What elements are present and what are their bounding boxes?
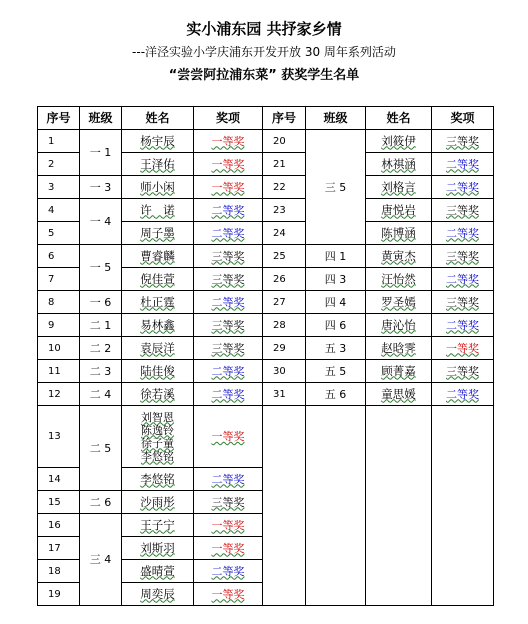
row-number: 9	[38, 314, 80, 337]
row-number: 13	[38, 406, 80, 468]
row-number: 12	[38, 383, 80, 406]
row-number: 30	[263, 360, 306, 383]
class-cell: 五 5	[306, 360, 366, 383]
student-name: 陆佳俊	[122, 360, 194, 383]
row-number: 15	[38, 491, 80, 514]
header-prize: 奖项	[194, 107, 263, 130]
table-row	[38, 383, 494, 406]
row-number: 29	[263, 337, 306, 360]
prize: 一等奖	[432, 337, 494, 360]
prize: 三等奖	[432, 291, 494, 314]
class-cell: 五 6	[306, 383, 366, 406]
empty-cell	[306, 406, 366, 606]
student-name: 刘智恩 陈逸铃 徐子童 李悠铭	[122, 406, 194, 468]
class-cell: 二 6	[80, 491, 122, 514]
row-number: 4	[38, 199, 80, 222]
prize: 二等奖	[432, 383, 494, 406]
award-table	[37, 106, 494, 606]
prize: 三等奖	[432, 199, 494, 222]
prize: 三等奖	[432, 245, 494, 268]
student-name: 盛晴萱	[122, 560, 194, 583]
student-name: 赵晗霁	[366, 337, 432, 360]
class-cell: 二 1	[80, 314, 122, 337]
student-name: 王泽佑	[122, 153, 194, 176]
prize: 三等奖	[432, 130, 494, 153]
prize: 三等奖	[194, 491, 263, 514]
row-number: 7	[38, 268, 80, 291]
prize: 二等奖	[194, 291, 263, 314]
empty-cell	[366, 406, 432, 606]
prize: 二等奖	[194, 360, 263, 383]
student-name: 罗圣嫣	[366, 291, 432, 314]
student-name: 李悠铭	[122, 468, 194, 491]
class-cell: 五 3	[306, 337, 366, 360]
header-name-2: 姓名	[366, 107, 432, 130]
table-row	[38, 291, 494, 314]
student-name: 倪佳萱	[122, 268, 194, 291]
title-line-1: 实小浦东园 共抒家乡情	[186, 20, 342, 38]
row-number: 14	[38, 468, 80, 491]
row-number: 26	[263, 268, 306, 291]
student-name: 黄寅杰	[366, 245, 432, 268]
row-number: 25	[263, 245, 306, 268]
class-cell: 二 5	[80, 406, 122, 491]
row-number: 18	[38, 560, 80, 583]
row-number: 16	[38, 514, 80, 537]
header-no: 序号	[38, 107, 80, 130]
prize: 三等奖	[432, 360, 494, 383]
prize: 三等奖	[194, 337, 263, 360]
prize: 二等奖	[194, 468, 263, 491]
class-cell: 三 4	[80, 514, 122, 606]
row-number: 20	[263, 130, 306, 153]
row-number: 2	[38, 153, 80, 176]
prize: 一等奖	[194, 537, 263, 560]
row-number: 22	[263, 176, 306, 199]
class-label: 三 5	[324, 180, 347, 194]
class-cell: 四 4	[306, 291, 366, 314]
student-name: 陈博涵	[366, 222, 432, 245]
table-row	[38, 245, 494, 268]
student-name: 唐沁怡	[366, 314, 432, 337]
row-number: 11	[38, 360, 80, 383]
empty-cell	[432, 406, 494, 606]
row-number: 3	[38, 176, 80, 199]
student-name: 杜正霆	[122, 291, 194, 314]
class-cell: 一 1	[80, 130, 122, 176]
class-cell: 一 5	[80, 245, 122, 291]
header-class: 班级	[80, 107, 122, 130]
student-name: 徐若溪	[122, 383, 194, 406]
table-row	[38, 360, 494, 383]
row-number: 1	[38, 130, 80, 153]
table-row	[38, 176, 494, 199]
prize: 二等奖	[432, 153, 494, 176]
prize: 一等奖	[194, 130, 263, 153]
student-name: 沙雨彤	[122, 491, 194, 514]
class-cell: 一 4	[80, 199, 122, 245]
student-name: 周奕辰	[122, 583, 194, 606]
student-name: 周子墨	[122, 222, 194, 245]
title-line-2: ---洋泾实验小学庆浦东开发开放 30 周年系列活动	[132, 45, 396, 59]
class-cell: 四 6	[306, 314, 366, 337]
row-number: 24	[263, 222, 306, 245]
student-name: 曹睿麟	[122, 245, 194, 268]
row-number: 19	[38, 583, 80, 606]
student-name: 杨宇辰	[122, 130, 194, 153]
prize: 二等奖	[432, 268, 494, 291]
row-number: 23	[263, 199, 306, 222]
class-cell: 二 2	[80, 337, 122, 360]
table-row	[38, 337, 494, 360]
table-row	[38, 130, 494, 153]
student-name: 刘斯羽	[122, 537, 194, 560]
student-name: 林祺涵	[366, 153, 432, 176]
header-class-2: 班级	[306, 107, 366, 130]
student-name: 汪怡然	[366, 268, 432, 291]
table-row	[38, 406, 494, 468]
student-name: 刘筱伊	[366, 130, 432, 153]
prize: 一等奖	[194, 176, 263, 199]
row-number: 6	[38, 245, 80, 268]
row-number: 8	[38, 291, 80, 314]
prize: 二等奖	[194, 222, 263, 245]
table-row	[38, 199, 494, 222]
row-number: 5	[38, 222, 80, 245]
student-name: 童思媛	[366, 383, 432, 406]
prize: 二等奖	[432, 176, 494, 199]
row-number: 28	[263, 314, 306, 337]
prize: 二等奖	[432, 314, 494, 337]
prize: 二等奖	[194, 560, 263, 583]
student-name: 唐悦岩	[366, 199, 432, 222]
header-no-2: 序号	[263, 107, 306, 130]
prize: 二等奖	[194, 383, 263, 406]
prize: 一等奖	[194, 406, 263, 468]
class-cell: 二 4	[80, 383, 122, 406]
header-name: 姓名	[122, 107, 194, 130]
title-line-3: “尝尝阿拉浦东菜” 获奖学生名单	[168, 68, 360, 83]
student-name: 袁辰洋	[122, 337, 194, 360]
student-name: 易林鑫	[122, 314, 194, 337]
row-number: 27	[263, 291, 306, 314]
student-name: 顾菁嘉	[366, 360, 432, 383]
student-name: 许 诺	[122, 199, 194, 222]
row-number: 21	[263, 153, 306, 176]
prize: 一等奖	[194, 153, 263, 176]
class-cell: 四 3	[306, 268, 366, 291]
prize: 一等奖	[194, 583, 263, 606]
student-name: 王子宁	[122, 514, 194, 537]
prize: 三等奖	[194, 314, 263, 337]
header-prize-2: 奖项	[432, 107, 494, 130]
class-cell: 一 6	[80, 291, 122, 314]
class-cell: 二 3	[80, 360, 122, 383]
empty-cell	[263, 406, 306, 606]
prize: 三等奖	[194, 268, 263, 291]
class-cell: 一 3	[80, 176, 122, 199]
row-number: 31	[263, 383, 306, 406]
student-name: 师小闲	[122, 176, 194, 199]
prize: 三等奖	[194, 245, 263, 268]
row-number: 17	[38, 537, 80, 560]
header-row	[38, 107, 494, 130]
prize: 二等奖	[194, 199, 263, 222]
class-cell: 四 1	[306, 245, 366, 268]
title-block	[0, 18, 528, 87]
prize: 二等奖	[432, 222, 494, 245]
class-cell	[306, 130, 366, 245]
prize: 一等奖	[194, 514, 263, 537]
row-number: 10	[38, 337, 80, 360]
table-row	[38, 314, 494, 337]
student-name: 刘格言	[366, 176, 432, 199]
